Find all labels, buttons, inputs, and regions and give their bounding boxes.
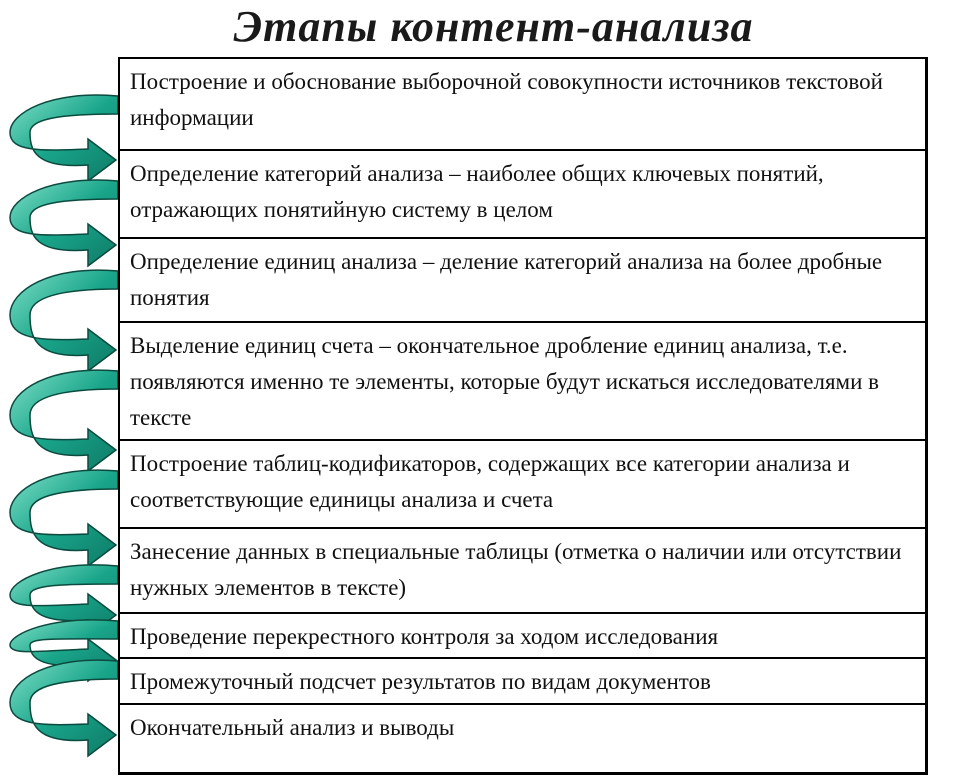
step-1: Построение и обоснование выборочной совокупности источников текстовой информации: [130, 69, 883, 130]
curved-arrow-1: [10, 95, 118, 181]
curved-arrow-2: [10, 180, 118, 266]
curved-arrow-3: [10, 270, 118, 371]
step-6: Занесение данных в специальные таблицы (отметка о наличии или отсутствии нужных элементов в тексте): [120, 527, 925, 612]
curved-arrow-5: [10, 470, 118, 566]
step-4: Выделение единиц счета – окончательное дробление единиц анализа, т.е. появляются именно те элементы, которые будут искаться исследователями в тексте: [120, 321, 925, 439]
step-8: Промежуточный подсчет результатов по видам документов: [120, 657, 925, 703]
step-7: Проведение перекрестного контроля за ходом исследования: [120, 612, 925, 657]
diagram-title: Этапы контент-анализа: [233, 2, 754, 51]
step-5: Построение таблиц-кодификаторов, содержащих все категории анализа и соответствующие единицы анализа и счета: [120, 439, 925, 527]
flow-arrows: [0, 0, 130, 781]
step-2: Определение категорий анализа – наиболее общих ключевых понятий, отражающих понятийную систему в целом: [120, 149, 925, 237]
step-9: Окончательный анализ и выводы: [120, 703, 925, 774]
step-3: Определение единиц анализа – деление категорий анализа на более дробные понятия: [120, 237, 925, 321]
curved-arrow-8: [10, 660, 118, 756]
steps-list: [118, 57, 928, 775]
curved-arrow-4: [10, 370, 118, 471]
